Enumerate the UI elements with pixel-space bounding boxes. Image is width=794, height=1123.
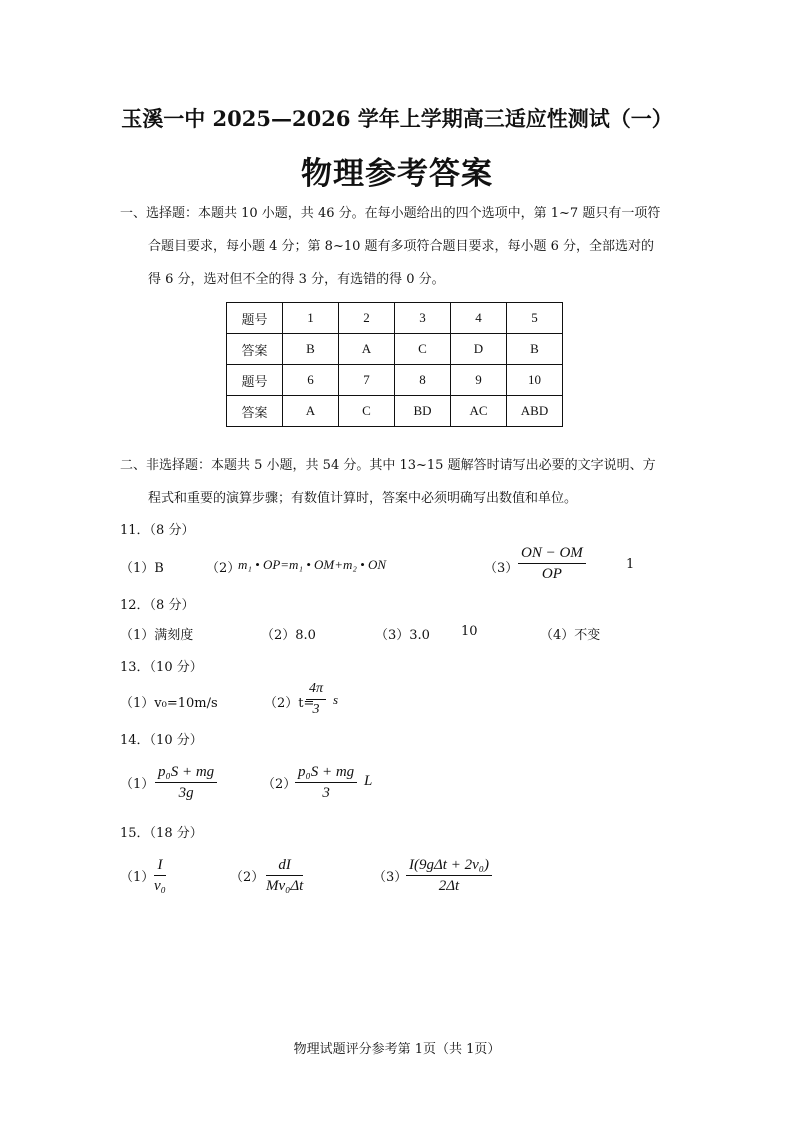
table-cell: 答案: [227, 396, 283, 427]
table-cell: AC: [451, 396, 507, 427]
fraction-numerator: dI: [266, 855, 303, 876]
q12-part3: （3）3.0: [375, 628, 430, 643]
table-cell: B: [507, 334, 563, 365]
table-row: [227, 396, 563, 427]
fraction-denominator: 3: [312, 702, 320, 717]
section1-line2: 合题目要求，每小题 4 分；第 8~10 题有多项符合题目要求，每小题 6 分，全部选对的: [148, 239, 655, 254]
q12-part2: （2）8.0: [261, 628, 316, 643]
q14-part1-fraction: [155, 762, 217, 803]
table-cell: ABD: [507, 396, 563, 427]
answer-table: [226, 302, 563, 427]
q11-part2-expr: m₁ • OP=m₁ • OM+m₂ • ON: [238, 557, 387, 572]
q11-part2-label: （2）: [206, 561, 241, 576]
fraction-denominator: 3g: [178, 785, 194, 801]
q14-part2-suffix: L: [364, 773, 373, 789]
q15-part1-label: （1）: [120, 870, 155, 885]
q15-part3-label: （3）: [373, 870, 408, 885]
table-cell: BD: [395, 396, 451, 427]
q12-part4: （4）不变: [540, 628, 601, 643]
q11-header: 11．（8 分）: [120, 523, 195, 538]
q11-part1: （1）B: [120, 561, 164, 576]
table-cell: 5: [507, 303, 563, 334]
document-title: 物理参考答案: [301, 156, 493, 192]
table-cell: B: [283, 334, 339, 365]
table-cell: 题号: [227, 365, 283, 396]
table-cell: C: [339, 396, 395, 427]
table-cell: 答案: [227, 334, 283, 365]
q14-header: 14．（10 分）: [120, 733, 203, 748]
q13-header: 13．（10 分）: [120, 660, 203, 675]
table-cell: C: [395, 334, 451, 365]
section2-line2: 程式和重要的演算步骤；有数值计算时，答案中必须明确写出数值和单位。: [148, 491, 578, 506]
fraction-denominator: Mv₀Δt: [266, 878, 304, 894]
q13-part2-unit: s: [333, 692, 339, 707]
q15-header: 15．（18 分）: [120, 826, 203, 841]
q15-part2-label: （2）: [230, 870, 265, 885]
q11-part3-label: （3）: [484, 561, 519, 576]
q12-header: 12．（8 分）: [120, 598, 195, 613]
page-footer: 物理试题评分参考第 1页（共 1页）: [293, 1042, 501, 1057]
q15-part2-fraction: [266, 855, 303, 896]
table-cell: A: [283, 396, 339, 427]
q11-part3-extra: 1: [626, 557, 635, 572]
table-cell: 4: [451, 303, 507, 334]
section1-line1: 一、选择题：本题共 10 小题，共 46 分。在每小题给出的四个选项中，第 1~7 题只有一项符: [120, 206, 661, 221]
q13-part2-label: （2）t=: [264, 696, 315, 711]
fraction-numerator: 4π: [306, 679, 326, 700]
fraction-numerator: ON − OM: [518, 543, 586, 564]
fraction-numerator: p₀S + mg: [295, 762, 357, 783]
q14-part2-label: （2）: [262, 777, 297, 792]
table-cell: 1: [283, 303, 339, 334]
q14-part2-fraction: [295, 762, 357, 803]
fraction-denominator: 3: [322, 785, 330, 801]
exam-title: 玉溪一中 2025—2026 学年上学期高三适应性测试（一）: [121, 106, 673, 131]
q11-part3-fraction: [518, 543, 586, 584]
section1-line3: 得 6 分，选对但不全的得 3 分，有选错的得 0 分。: [148, 272, 445, 287]
fraction-denominator: 2Δt: [438, 878, 460, 894]
q15-part3-fraction: [406, 855, 492, 896]
q15-part1-fraction: [154, 855, 166, 896]
table-row: [227, 365, 563, 396]
q12-part1: （1）满刻度: [120, 628, 194, 643]
fraction-numerator: p₀S + mg: [155, 762, 217, 783]
fraction-denominator: OP: [541, 566, 562, 582]
table-cell: 题号: [227, 303, 283, 334]
table-cell: 7: [339, 365, 395, 396]
table-cell: 6: [283, 365, 339, 396]
table-cell: 9: [451, 365, 507, 396]
q14-part1-label: （1）: [120, 777, 155, 792]
q13-part2-fraction: [306, 679, 326, 720]
table-cell: 2: [339, 303, 395, 334]
q12-part3-extra: 10: [461, 624, 478, 639]
table-cell: 8: [395, 365, 451, 396]
q13-part1: （1）v₀=10m/s: [120, 696, 218, 711]
table-row: [227, 303, 563, 334]
table-row: [227, 334, 563, 365]
table-cell: D: [451, 334, 507, 365]
fraction-numerator: I: [154, 855, 166, 876]
table-cell: 10: [507, 365, 563, 396]
fraction-denominator: v₀: [154, 878, 166, 894]
fraction-numerator: I(9gΔt + 2v₀): [406, 855, 492, 876]
table-cell: A: [339, 334, 395, 365]
section2-line1: 二、非选择题：本题共 5 小题，共 54 分。其中 13~15 题解答时请写出必要的文字说明、方: [120, 458, 656, 473]
table-cell: 3: [395, 303, 451, 334]
